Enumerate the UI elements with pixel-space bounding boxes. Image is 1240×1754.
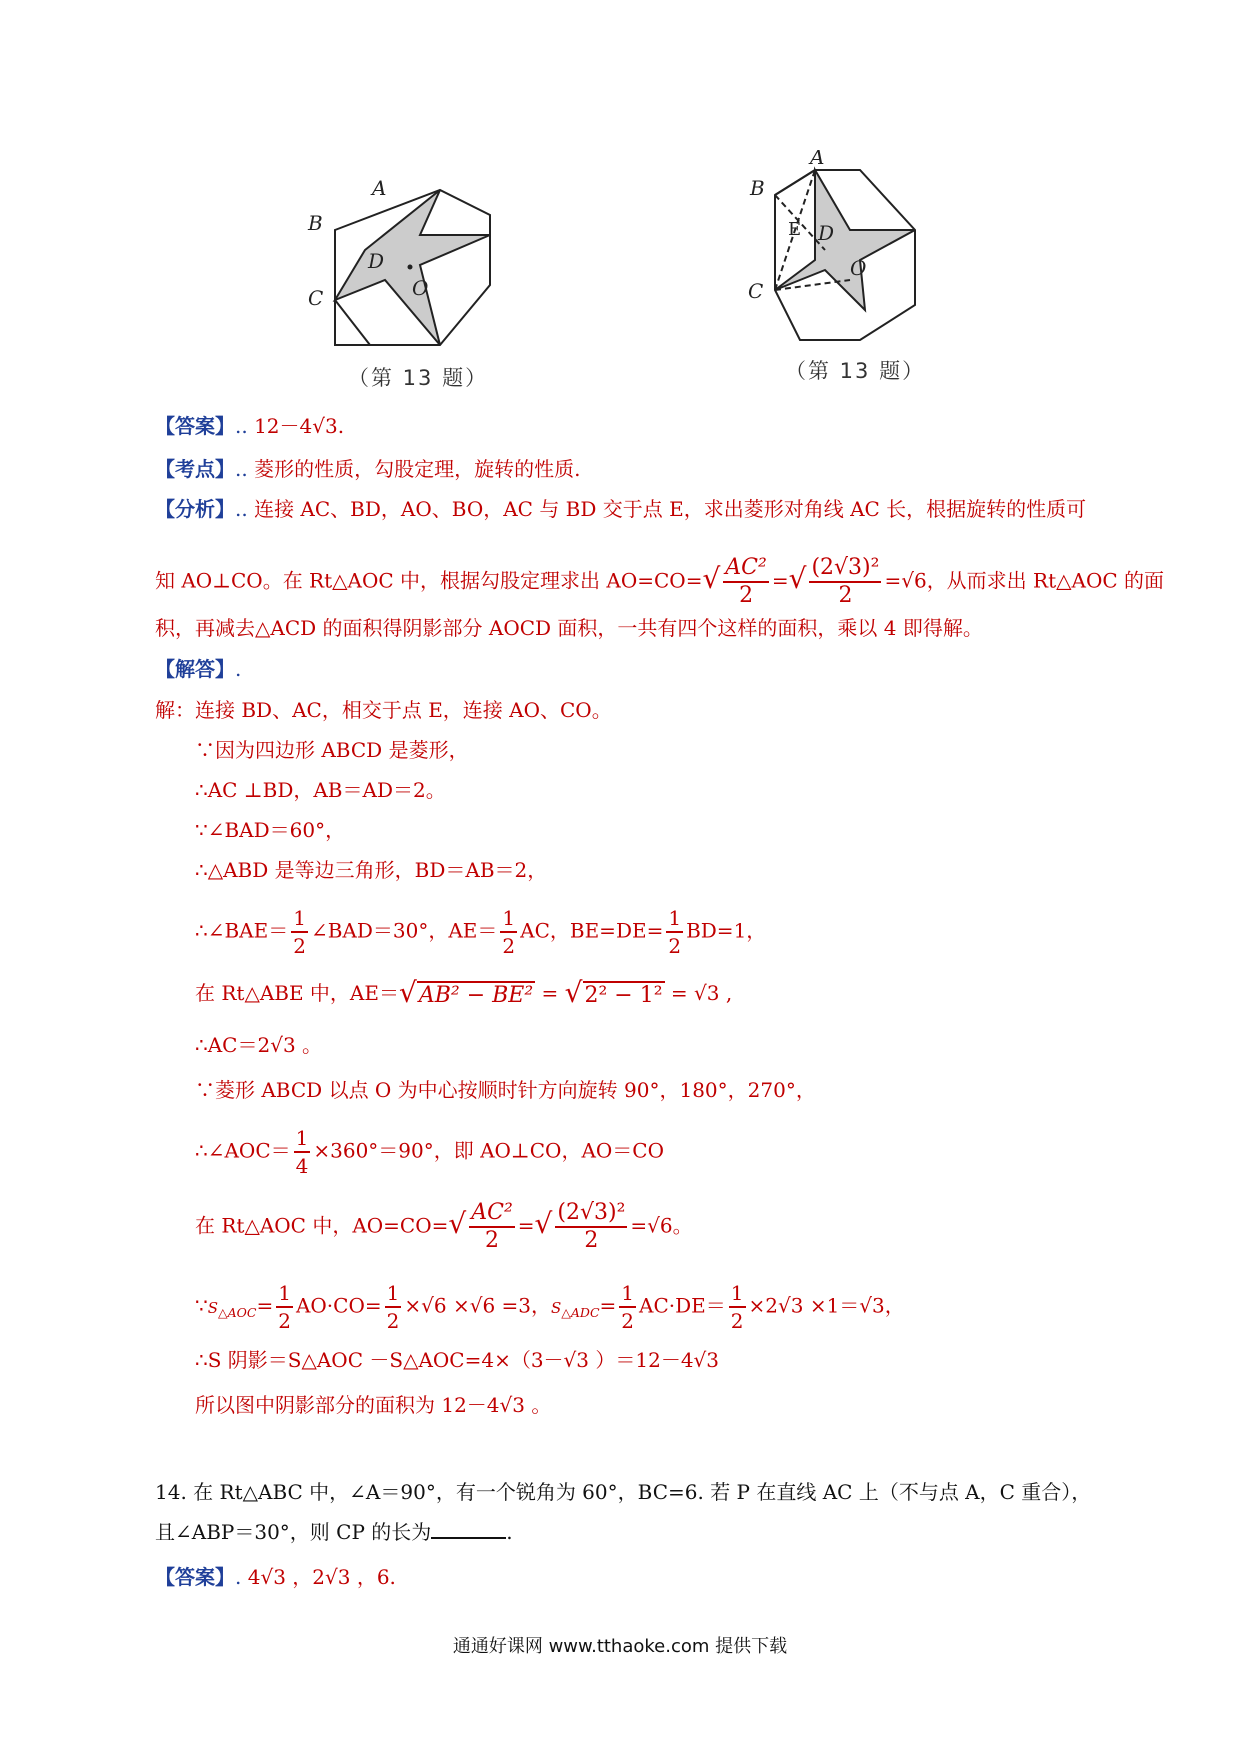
fenxi-tag: 【分析】 xyxy=(155,497,235,521)
caption-right: （第 13 题） xyxy=(785,359,926,383)
page-footer: 通通好课网 www.tthaoke.com 提供下载 xyxy=(452,1636,788,1657)
solution-line: 在 Rt△AOC 中，AO=CO=√ $\frac{\text{AC²}}{2}$ =√ $\frac{\text{(2√3)²}}{2}$ =√6。 xyxy=(195,1200,693,1253)
radical: √ $\frac{\text{(2√3)²}}{2}$ xyxy=(788,555,880,608)
answer-text: 12－4√3. xyxy=(254,414,345,438)
fig-label-d: D xyxy=(818,221,835,245)
fenxi-line-3: 积，再减去△ACD 的面积得阴影部分 AOCD 面积，一共有四个这样的面积，乘以 4 即得解。 xyxy=(155,616,983,640)
solution-line: ∴AC＝2√3 。 xyxy=(195,1033,323,1057)
radical: √ $\frac{\text{AC²}}{2}$ xyxy=(702,555,767,608)
fig-label-e: E xyxy=(788,219,802,240)
solution-line: ∴S 阴影＝S△AOC －S△AOC=4×（3－√3 ）＝12－4√3 xyxy=(195,1348,720,1372)
kaodian-tag: 【考点】 xyxy=(155,457,235,481)
answer-blank xyxy=(431,1537,506,1539)
solution-line: 在 Rt△ABE 中，AE＝√AB² − BE² = √2² − 1² = √3 , xyxy=(195,976,733,1009)
answer-tag: 【答案】 xyxy=(155,414,235,438)
answer14-line: 【答案】. 4√3 ，2√3 ，6. xyxy=(155,1565,396,1589)
fig-label-a: A xyxy=(810,150,825,169)
fig-label-b: B xyxy=(750,176,765,200)
solution-line: 解：连接 BD、AC，相交于点 E，连接 AO、CO。 xyxy=(155,698,612,722)
solution-line: ∴∠AOC＝ $\frac{1}{4}$ ×360°＝90°，即 AO⊥CO，AO＝CO xyxy=(195,1126,664,1178)
fig-label-a: A xyxy=(372,176,387,200)
caption-left: （第 13 题） xyxy=(348,366,489,390)
fig-label-o: O xyxy=(412,276,429,300)
solution-line: ∵菱形 ABCD 以点 O 为中心按顺时针方向旋转 90°，180°，270°， xyxy=(195,1078,816,1102)
fenxi-line-1: 【分析】.. 连接 AC、BD，AO、BO，AC 与 BD 交于点 E，求出菱形对角线 AC 长，根据旋转的性质可 xyxy=(155,497,1087,521)
kaodian-line: 【考点】.. 菱形的性质，勾股定理，旋转的性质. xyxy=(155,457,581,481)
fig-label-b: B xyxy=(308,211,323,235)
fig-label-o: O xyxy=(850,256,867,280)
answer14-text: 4√3 ，2√3 ，6. xyxy=(247,1565,396,1589)
fig-label-d: D xyxy=(368,249,385,273)
fenxi-line-2: 知 AO⊥CO。在 Rt△AOC 中，根据勾股定理求出 AO=CO=√ $\frac{\text{AC²}}{2}$ =√ $\frac{\text{(2√3)²}}{2}$ =√6，从而求出 Rt△AOC 的面 xyxy=(155,555,1165,608)
solution-line: ∴AC ⊥BD，AB＝AD＝2。 xyxy=(195,778,446,802)
solution-line: ∵因为四边形 ABCD 是菱形， xyxy=(195,738,469,762)
solution-line: 所以图中阴影部分的面积为 12－4√3 。 xyxy=(195,1393,552,1417)
question-14-line-2: 且∠ABP＝30°，则 CP 的长为 . xyxy=(155,1520,513,1544)
solution-line: $\because S_{\triangle AOC}=$ $\frac{1}{2}$ AO·CO= $\frac{1}{2}$ ×√6 ×√6 =3，$S_{\triangle ADC}=$ $\frac{1}{2}$ AC·DE＝ $\frac{1}{2}$ ×2√3 ×1＝√3， xyxy=(195,1281,905,1333)
answer-line: 【答案】.. 12－4√3. xyxy=(155,414,345,438)
fig-label-c: C xyxy=(308,286,324,310)
solution-line: ∴△ABD 是等边三角形，BD＝AB＝2， xyxy=(195,858,548,882)
fig-label-c: C xyxy=(748,279,764,303)
question-14-line-1: 14. 在 Rt△ABC 中，∠A＝90°，有一个锐角为 60°，BC=6. 若 P 在直线 AC 上（不与点 A，C 重合）， xyxy=(155,1480,1092,1504)
figure-right xyxy=(740,150,940,350)
kaodian-text: 菱形的性质，勾股定理，旋转的性质. xyxy=(254,457,581,481)
solution-line: ∵∠BAD＝60°， xyxy=(195,818,346,842)
solution-line: ∴∠BAE＝ $\frac{1}{2}$ ∠BAD＝30°，AE＝ $\frac{1}{2}$ AC，BE=DE= $\frac{1}{2}$ BD=1， xyxy=(195,906,767,958)
answer14-tag: 【答案】 xyxy=(155,1565,235,1589)
jieda-tag: 【解答】 xyxy=(155,657,235,681)
jieda-line: 【解答】. xyxy=(155,657,242,681)
figure-left xyxy=(300,170,500,360)
